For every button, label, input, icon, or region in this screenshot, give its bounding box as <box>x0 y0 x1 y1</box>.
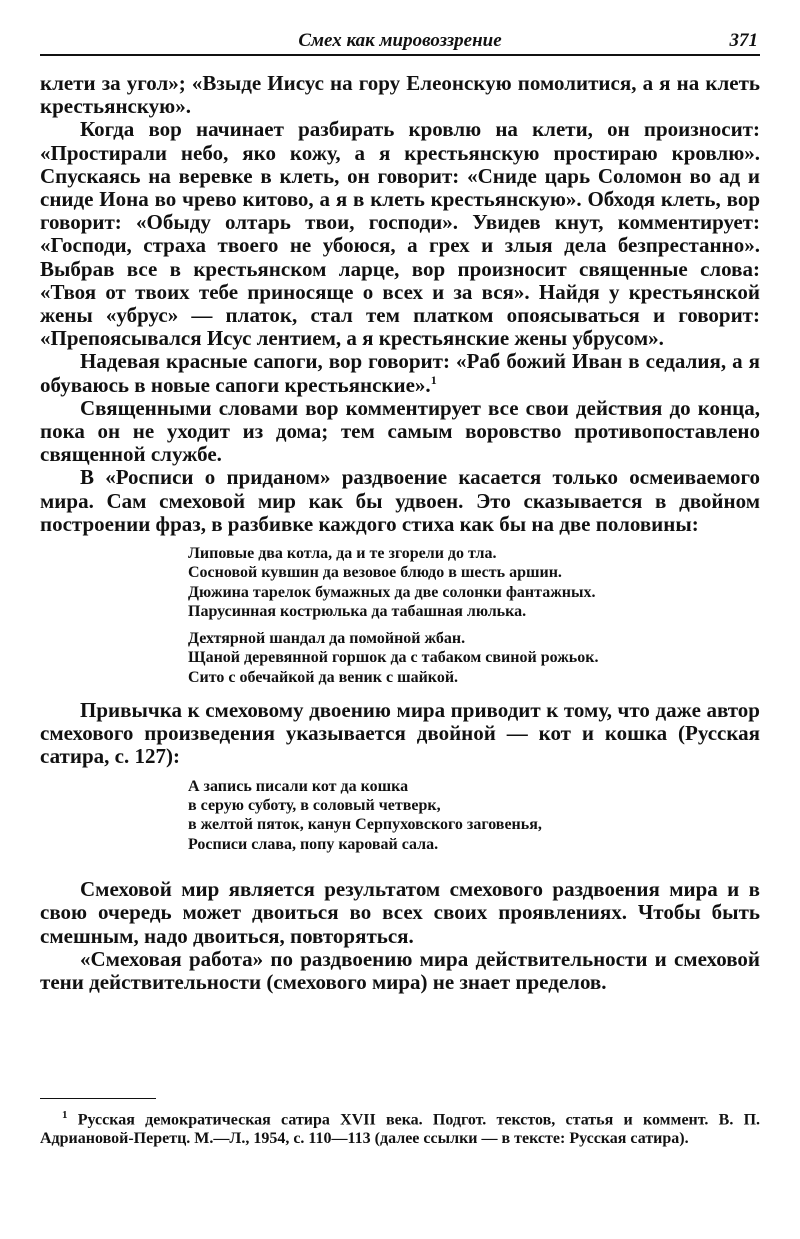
paragraph-2: Когда вор начинает разбирать кровлю на клети, он произносит: «Простирали небо, яко кожу, а я крестьянскую простираю кровлю». Спускаясь на веревке в клеть, он говорит: «Сниде царь Соломон во ад и сниде Иона во чрево китово, а я в клеть крестьянскую». Обходя клеть, вор говорит: «Обыду олтарь твои, господи». Увидев кнут, комментирует: «Господи, страха твоего не убоюся, а грех и злыя дела безпрестанно». Выбрав все в крестьянском ларце, вор произносит священные слова: «Твоя от твоих тебе приносяще о всех и за вся». Найдя у крестьянской жены «убрус» — платок, стал тем платком опоясываться и говорит: «Препоясывался Исус лентием, а я крестьянские жены убрусом». <box>40 117 760 351</box>
stanza-1 <box>188 544 760 622</box>
running-title: Смех как мировоззрение <box>298 30 502 51</box>
paragraph-4: Священными словами вор комментирует все свои действия до конца, пока он не уходит из дома; тем самым воровство противопоставлено священной службе. <box>40 395 760 467</box>
verse-quote-1 <box>188 544 760 687</box>
footnote-text: Русская демократическая сатира XVII века. Подгот. текстов, статья и коммент. В. П. Адриановой-Перетц. М.—Л., 1954, с. 110—113 (далее ссылки — в тексте: Русская сатира). <box>40 1111 761 1148</box>
footnote-reference: 1 <box>430 372 437 387</box>
paragraph-1: клети за угол»; «Взыде Иисус на гору Елеонскую помолитися, а я на клеть крестьянскую». <box>40 71 760 119</box>
paragraph-3-text: Надевая красные сапоги, вор говорит: «Раб божий Иван в седалия, а я обуваюсь в новые сапоги крестьянские». <box>40 349 760 397</box>
verse-line: Щаной деревянной горшок да с табаком свиной рожьок. <box>188 649 599 667</box>
footnote-mark: 1 <box>62 1109 68 1121</box>
paragraph-5: В «Росписи о приданом» раздвоение касается только осмеиваемого мира. Сам смеховой мир как бы удвоен. Это сказывается в двойном построении фраз, в разбивке каждого стиха как бы на две половины: <box>40 465 760 536</box>
verse-line: Сито с обечайкой да веник с шайкой. <box>188 668 459 686</box>
verse-line: в серую суботу, в соловый четверк, <box>188 796 441 814</box>
footnote <box>40 1106 760 1148</box>
verse-line: Дехтярной шандал да помойной жбан. <box>188 629 466 647</box>
paragraph-8: «Смеховая работа» по раздвоению мира действительности и смеховой тени действительности (смехового мира) не знает пределов. <box>40 946 760 994</box>
verse-line: Дюжина тарелок бумажных да две солонки фантажных. <box>188 583 596 601</box>
verse-line: в желтой пяток, канун Серпуховского заговенья, <box>188 816 542 834</box>
verse-line: Парусинная кострюлька да табашная люлька. <box>188 603 527 621</box>
paragraph-6: Привычка к смеховому двоению мира приводит к тому, что даже автор смехового произведения указывается двойной — кот и кошка (Русская сатира, с. 127): <box>40 697 760 769</box>
running-header <box>40 26 760 56</box>
verse-line: А запись писали кот да кошка <box>188 777 409 795</box>
footnote-divider <box>40 1098 156 1099</box>
verse-line: Росписи слава, попу каровай сала. <box>188 835 439 853</box>
verse-line: Сосновой кувшин да везовое блюдо в шесть аршин. <box>188 564 562 582</box>
page-number: 371 <box>729 30 758 51</box>
verse-quote-2 <box>188 777 760 855</box>
verse-line: Липовые два котла, да и те згорели до тла. <box>188 545 497 563</box>
body-text <box>40 72 760 994</box>
stanza-2 <box>188 629 760 687</box>
paragraph-3 <box>40 350 760 396</box>
paragraph-7: Смеховой мир является результатом смехового раздвоения мира и в свою очередь может двоиться во всех своих проявлениях. Чтобы быть смешным, надо двоиться, повторяться. <box>40 877 760 948</box>
